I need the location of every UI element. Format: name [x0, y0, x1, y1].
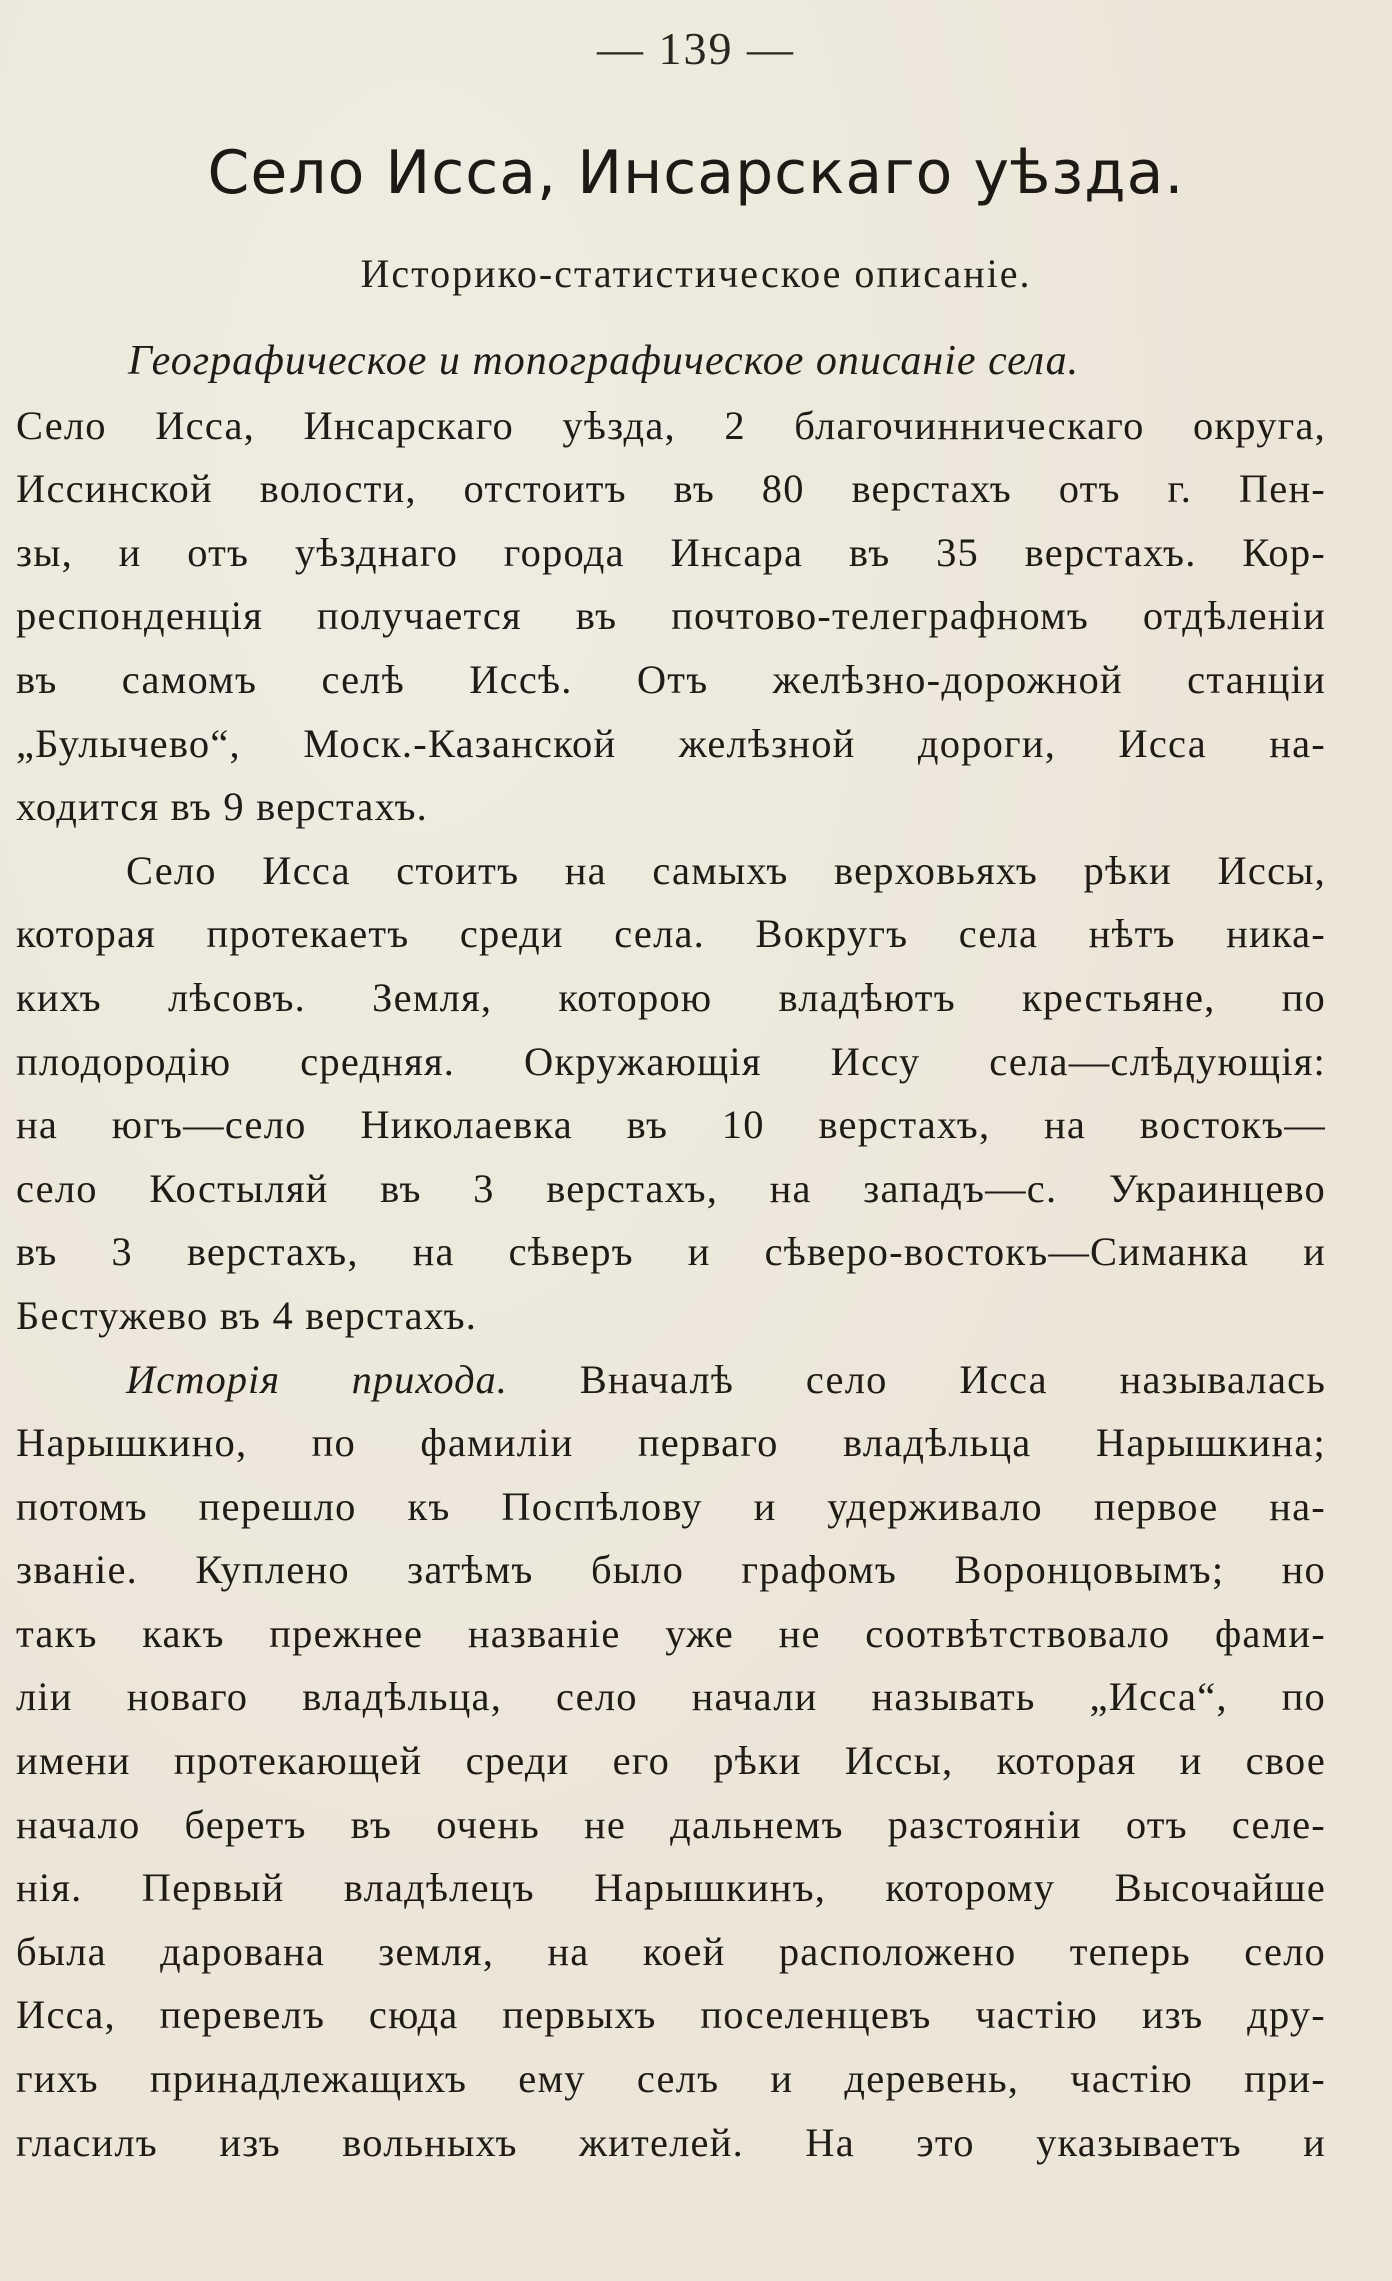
section-heading: Географическое и топографическое описанiе села. [128, 338, 1080, 384]
text-line: на югъ—село Николаевка въ 10 верстахъ, на востокъ— [16, 1102, 1326, 1148]
text-line: начало беретъ въ очень не дальнемъ разстоянiи отъ селе- [16, 1801, 1326, 1847]
text-line: которая протекаетъ среди села. Вокругъ села нѣтъ ника- [16, 911, 1326, 957]
text-line: Нарышкино, по фамилiи перваго владѣльца Нарышкина; [16, 1420, 1326, 1466]
text-line: была дарована земля, на коей расположено теперь село [16, 1928, 1326, 1974]
text-line: въ 3 верстахъ, на сѣверъ и сѣверо-востокъ—Симанка и [16, 1229, 1326, 1275]
text-line: зы, и отъ уѣзднаго города Инсара въ 35 верстахъ. Кор- [16, 529, 1326, 575]
text-line: лiи новаго владѣльца, село начали называть „Исса“, по [16, 1674, 1326, 1720]
page-number: — 139 — [597, 23, 795, 74]
text-line: ходится въ 9 верстахъ. [16, 784, 428, 830]
body-text [16, 330, 1326, 2174]
text-line: село Костыляй въ 3 верстахъ, на западъ—с. Украинцево [16, 1165, 1326, 1211]
text-line: Село Исса, Инсарскаго уѣзда, 2 благочинническаго округа, [16, 402, 1326, 448]
text-line: Иссинской волости, отстоитъ въ 80 верстахъ отъ г. Пен- [16, 466, 1326, 512]
history-heading: Исторiя прихода. [126, 1356, 508, 1402]
text-line: кихъ лѣсовъ. Земля, которою владѣютъ крестьяне, по [16, 974, 1326, 1020]
text-line: гласилъ изъ вольныхъ жителей. На это указываетъ и [16, 2119, 1326, 2165]
page-title: Село Исса, Инсарскаго уѣзда. [207, 138, 1185, 208]
text-line: Исса, перевелъ сюда первыхъ поселенцевъ частiю изъ дру- [16, 1992, 1326, 2038]
text-line: респонденцiя получается въ почтово-телеграфномъ отдѣленiи [16, 593, 1326, 639]
text-line: Село Исса стоитъ на самыхъ верховьяхъ рѣки Иссы, [126, 847, 1326, 893]
text-line: такъ какъ прежнее названiе уже не соотвѣтствовало фами- [16, 1610, 1326, 1656]
page-subtitle: Историко-статистическое описанiе. [360, 251, 1032, 296]
text-line: нiя. Первый владѣлецъ Нарышкинъ, которому Высочайше [16, 1865, 1326, 1911]
history-first-line [16, 1348, 1326, 1412]
text-line: потомъ перешло къ Поспѣлову и удерживало первое на- [16, 1483, 1326, 1529]
text-line: гихъ принадлежащихъ ему селъ и деревень, частiю при- [16, 2056, 1326, 2102]
history-first-line-rest: Вначалѣ село Исса называлась [579, 1356, 1326, 1402]
text-line: „Булычево“, Моск.-Казанской желѣзной дороги, Исса на- [16, 720, 1326, 766]
text-line: званiе. Куплено затѣмъ было графомъ Воронцовымъ; но [16, 1547, 1326, 1593]
text-line: плодородiю средняя. Окружающiя Иссу села—слѣдующiя: [16, 1038, 1326, 1084]
text-line: Бестужево въ 4 верстахъ. [16, 1292, 478, 1338]
text-line: имени протекающей среди его рѣки Иссы, которая и свое [16, 1738, 1326, 1784]
text-line: въ самомъ селѣ Иссѣ. Отъ желѣзно-дорожной станцiи [16, 656, 1326, 702]
